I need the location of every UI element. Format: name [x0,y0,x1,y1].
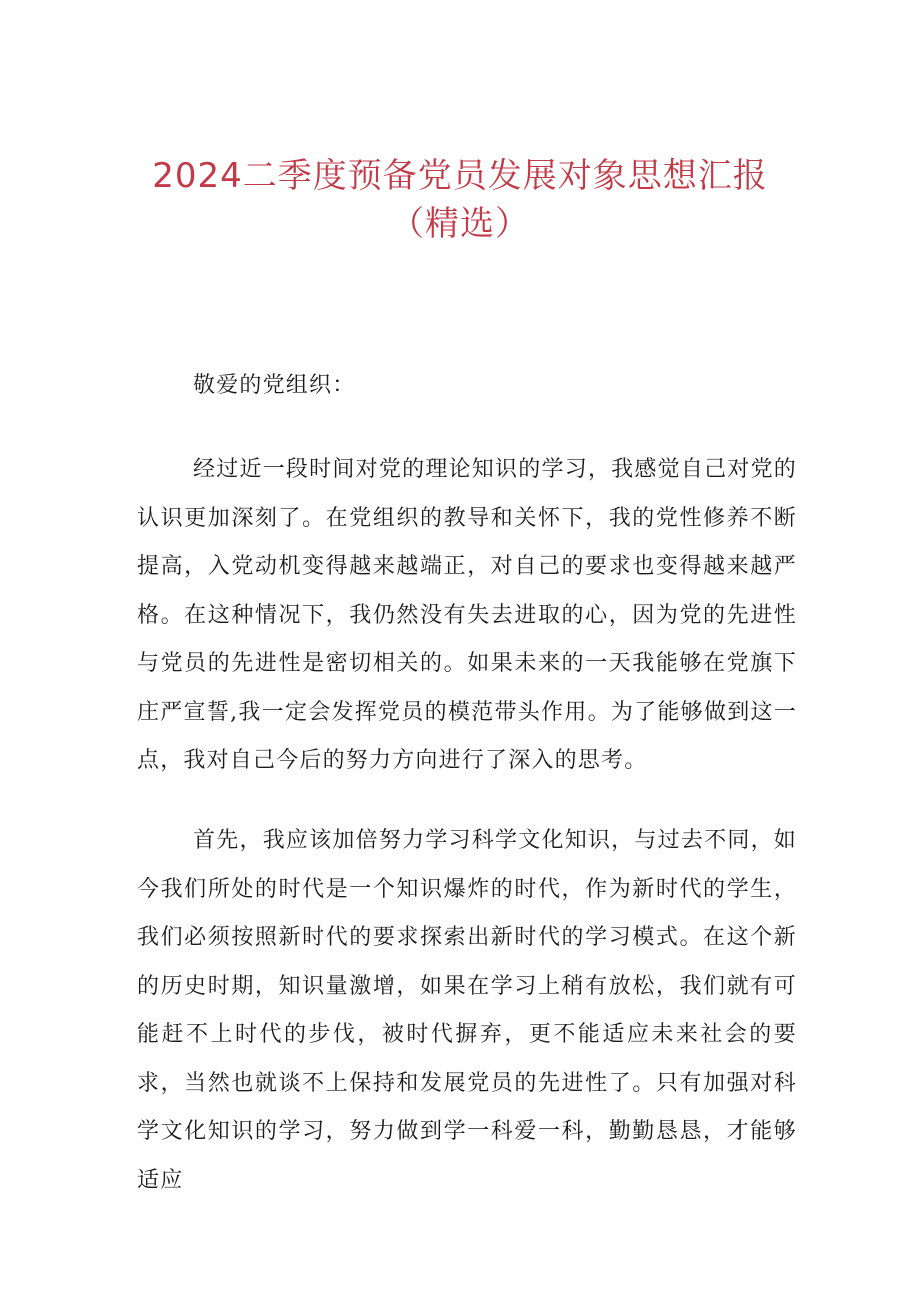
salutation: 敬爱的党组织： [193,373,356,398]
paragraph-2: 首先，我应该加倍努力学习科学文化知识，与过去不同，如今我们所处的时代是一个知识爆炸的时代，作为新时代的学生，我们必须按照新时代的要求探索出新时代的学习模式。在这个新的历史时期，知识量激增，如果在学习上稍有放松，我们就有可能赶不上时代的步伐，被时代摒弃，更不能适应未来社会的要求，当然也就谈不上保持和发展党员的先进性了。只有加强对科学文化知识的学习，努力做到学一科爱一科，勤勤恳恳，才能够适应 [137,828,797,1193]
document-title: 2024二季度预备党员发展对象思想汇报 [152,156,768,196]
document-subtitle: （精选） [390,204,530,244]
paragraph-1: 经过近一段时间对党的理论知识的学习，我感觉自己对党的认识更加深刻了。在党组织的教导和关怀下，我的党性修养不断提高，入党动机变得越来越端正，对自己的要求也变得越来越严格。在这种情况下，我仍然没有失去进取的心，因为党的先进性与党员的先进性是密切相关的。如果未来的一天我能够在党旗下庄严宣誓,我一定会发挥党员的模范带头作用。为了能够做到这一点，我对自己今后的努力方向进行了深入的思考。 [137,457,797,773]
